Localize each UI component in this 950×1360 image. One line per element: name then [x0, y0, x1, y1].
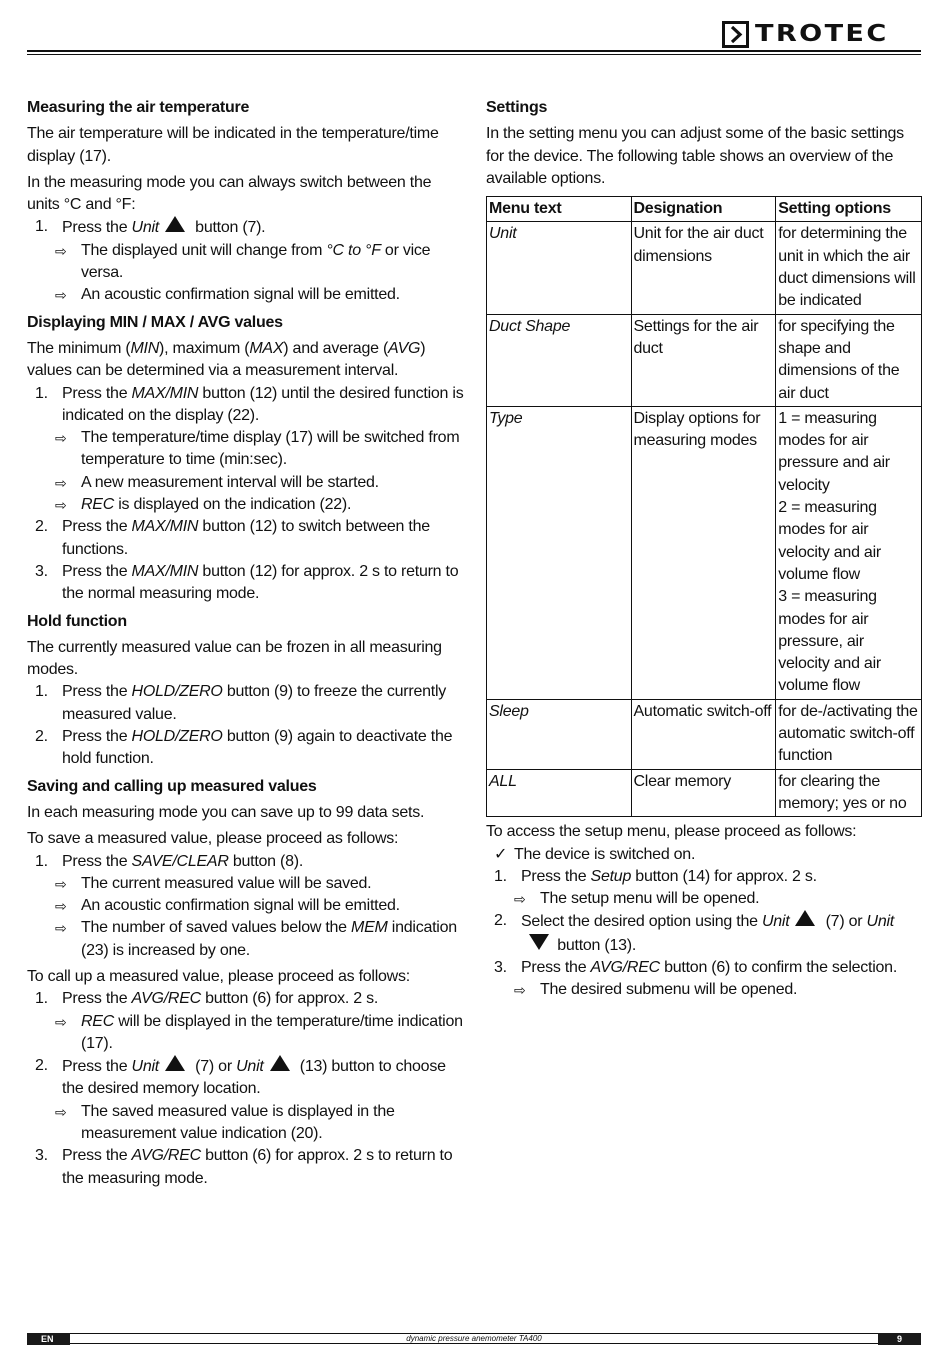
- arrow-down-icon: [529, 934, 549, 950]
- table-cell: for determining the unit in which the air duct dimensions will be indicated: [776, 222, 922, 314]
- paragraph: The currently measured value can be frozen in all measuring modes.: [27, 638, 442, 679]
- result-arrow-icon: ⇨: [514, 982, 526, 999]
- logo-chevron-icon: [722, 21, 749, 48]
- footer-document-title: dynamic pressure anemometer TA400: [406, 1334, 542, 1343]
- section-heading: Settings: [486, 99, 548, 116]
- table-cell: for de-/activating the automatic switch-off function: [776, 699, 922, 769]
- table-cell: Automatic switch-off: [631, 699, 776, 769]
- paragraph: In the measuring mode you can always switch between the units °C and °F:: [27, 173, 432, 214]
- step-item: 2. Press the Unit (7) or Unit (13) button to choose the desired memory location.: [35, 1057, 446, 1098]
- table-cell: Type: [487, 406, 632, 699]
- step-item: 3. Press the MAX/MIN button (12) for approx. 2 s to return to the normal measuring mode.: [35, 562, 459, 603]
- result-arrow-icon: ⇨: [55, 1013, 67, 1030]
- brand-name: TROTEC: [755, 20, 889, 47]
- table-cell: ALL: [487, 769, 632, 817]
- step-item: 1. Press the Setup button (14) for approx. 2 s.: [494, 867, 817, 885]
- section-heading: Saving and calling up measured values: [27, 777, 317, 795]
- result-arrow-icon: ⇨: [55, 920, 67, 937]
- step-item: 1. Press the MAX/MIN button (12) until the desired function is indicated on the display (22).: [35, 384, 464, 424]
- table-row: [487, 769, 922, 817]
- precondition-item: ✓ The device is switched on.: [486, 844, 922, 866]
- page-footer: [27, 1333, 921, 1344]
- step-item: 1. Press the Unit button (7).: [35, 218, 266, 237]
- result-item: ⇨ REC is displayed on the indication (22).: [27, 494, 467, 516]
- table-cell: Sleep: [487, 699, 632, 769]
- left-column: [27, 97, 467, 1190]
- result-item: ⇨ A new measurement interval will be started.: [27, 472, 467, 494]
- paragraph: The air temperature will be indicated in the temperature/time display (17).: [27, 125, 439, 165]
- paragraph: In each measuring mode you can save up to 99 data sets.: [27, 803, 425, 821]
- result-item: ⇨ The saved measured value is displayed in the measurement value indication (20).: [27, 1101, 467, 1146]
- section-heading: Displaying MIN / MAX / AVG values: [27, 313, 283, 331]
- column-header: Menu text: [487, 197, 632, 222]
- trotec-logo: [722, 20, 889, 48]
- step-item: 1. Press the AVG/REC button (6) for approx. 2 s.: [35, 990, 379, 1008]
- result-item: ⇨ An acoustic confirmation signal will be emitted.: [27, 895, 467, 917]
- paragraph: The minimum (MIN), maximum (MAX) and average (AVG) values can be determined via a measurement interval.: [27, 339, 426, 380]
- table-row: [487, 699, 922, 769]
- result-item: ⇨ The temperature/time display (17) will be switched from temperature to time (min:sec).: [27, 427, 467, 472]
- result-item: ⇨ The desired submenu will be opened.: [486, 979, 922, 1001]
- result-arrow-icon: ⇨: [55, 474, 67, 491]
- paragraph: To access the setup menu, please proceed as follows:: [486, 823, 857, 841]
- column-header: Designation: [631, 197, 776, 222]
- right-column: [486, 97, 922, 1002]
- arrow-up-icon: [165, 216, 185, 232]
- table-row: [487, 314, 922, 406]
- result-item: ⇨ The current measured value will be saved.: [27, 873, 467, 895]
- settings-table: [486, 196, 922, 817]
- arrow-up-icon: [165, 1055, 185, 1071]
- result-arrow-icon: ⇨: [55, 1103, 67, 1120]
- step-item: 2. Press the MAX/MIN button (12) to switch between the functions.: [35, 518, 430, 558]
- step-item: 3. Press the AVG/REC button (6) to confirm the selection.: [494, 958, 898, 976]
- result-item: ⇨ The setup menu will be opened.: [486, 888, 922, 910]
- table-cell: Unit: [487, 222, 632, 314]
- paragraph: In the setting menu you can adjust some of the basic settings for the device. The following table shows an overview of the available options.: [486, 125, 904, 187]
- table-cell: Unit for the air duct dimensions: [631, 222, 776, 314]
- arrow-up-icon: [795, 910, 815, 926]
- result-arrow-icon: ⇨: [55, 875, 67, 892]
- result-item: ⇨ REC will be displayed in the temperature/time indication (17).: [27, 1011, 467, 1056]
- header-rule-thin: [27, 54, 921, 55]
- arrow-up-icon: [270, 1055, 290, 1071]
- column-header: Setting options: [776, 197, 922, 222]
- table-cell: Display options for measuring modes: [631, 406, 776, 699]
- step-item: 2. Press the HOLD/ZERO button (9) again to deactivate the hold function.: [35, 728, 453, 768]
- result-arrow-icon: ⇨: [55, 497, 67, 514]
- checkmark-icon: ✓: [494, 845, 508, 863]
- result-item: ⇨ An acoustic confirmation signal will be emitted.: [27, 284, 467, 306]
- table-cell: for clearing the memory; yes or no: [776, 769, 922, 817]
- result-item: ⇨ The number of saved values below the MEM indication (23) is increased by one.: [27, 917, 467, 962]
- section-heading: Hold function: [27, 612, 127, 630]
- result-arrow-icon: ⇨: [514, 891, 526, 908]
- step-item: 1. Press the SAVE/CLEAR button (8).: [35, 852, 304, 870]
- result-arrow-icon: ⇨: [55, 430, 67, 447]
- step-item: 3. Press the AVG/REC button (6) for approx. 2 s to return to the measuring mode.: [35, 1147, 453, 1187]
- result-arrow-icon: ⇨: [55, 898, 67, 915]
- footer-language: EN: [27, 1333, 70, 1345]
- paragraph: To call up a measured value, please proceed as follows:: [27, 967, 410, 985]
- result-arrow-icon: ⇨: [55, 242, 67, 259]
- footer-page-number: 9: [878, 1333, 921, 1345]
- step-item: 2. Select the desired option using the Unit (7) or Unit button (13).: [494, 912, 894, 954]
- table-cell: Settings for the air duct: [631, 314, 776, 406]
- section-heading: Measuring the air temperature: [27, 99, 250, 116]
- result-item: ⇨ The displayed unit will change from °C to °F or vice versa.: [27, 240, 467, 285]
- table-cell: Clear memory: [631, 769, 776, 817]
- table-cell: Duct Shape: [487, 314, 632, 406]
- table-row: [487, 406, 922, 699]
- table-cell: for specifying the shape and dimensions of the air duct: [776, 314, 922, 406]
- table-row: [487, 222, 922, 314]
- header-rule: [27, 50, 921, 52]
- table-header-row: [487, 197, 922, 222]
- step-item: 1. Press the HOLD/ZERO button (9) to freeze the currently measured value.: [35, 683, 446, 723]
- table-cell: 1 = measuring modes for air pressure and air velocity 2 = measuring modes for air velocity and air volume flow 3 = measuring modes for air pressure, air velocity and air volume flow: [776, 406, 922, 699]
- paragraph: To save a measured value, please proceed as follows:: [27, 830, 399, 848]
- result-arrow-icon: ⇨: [55, 287, 67, 304]
